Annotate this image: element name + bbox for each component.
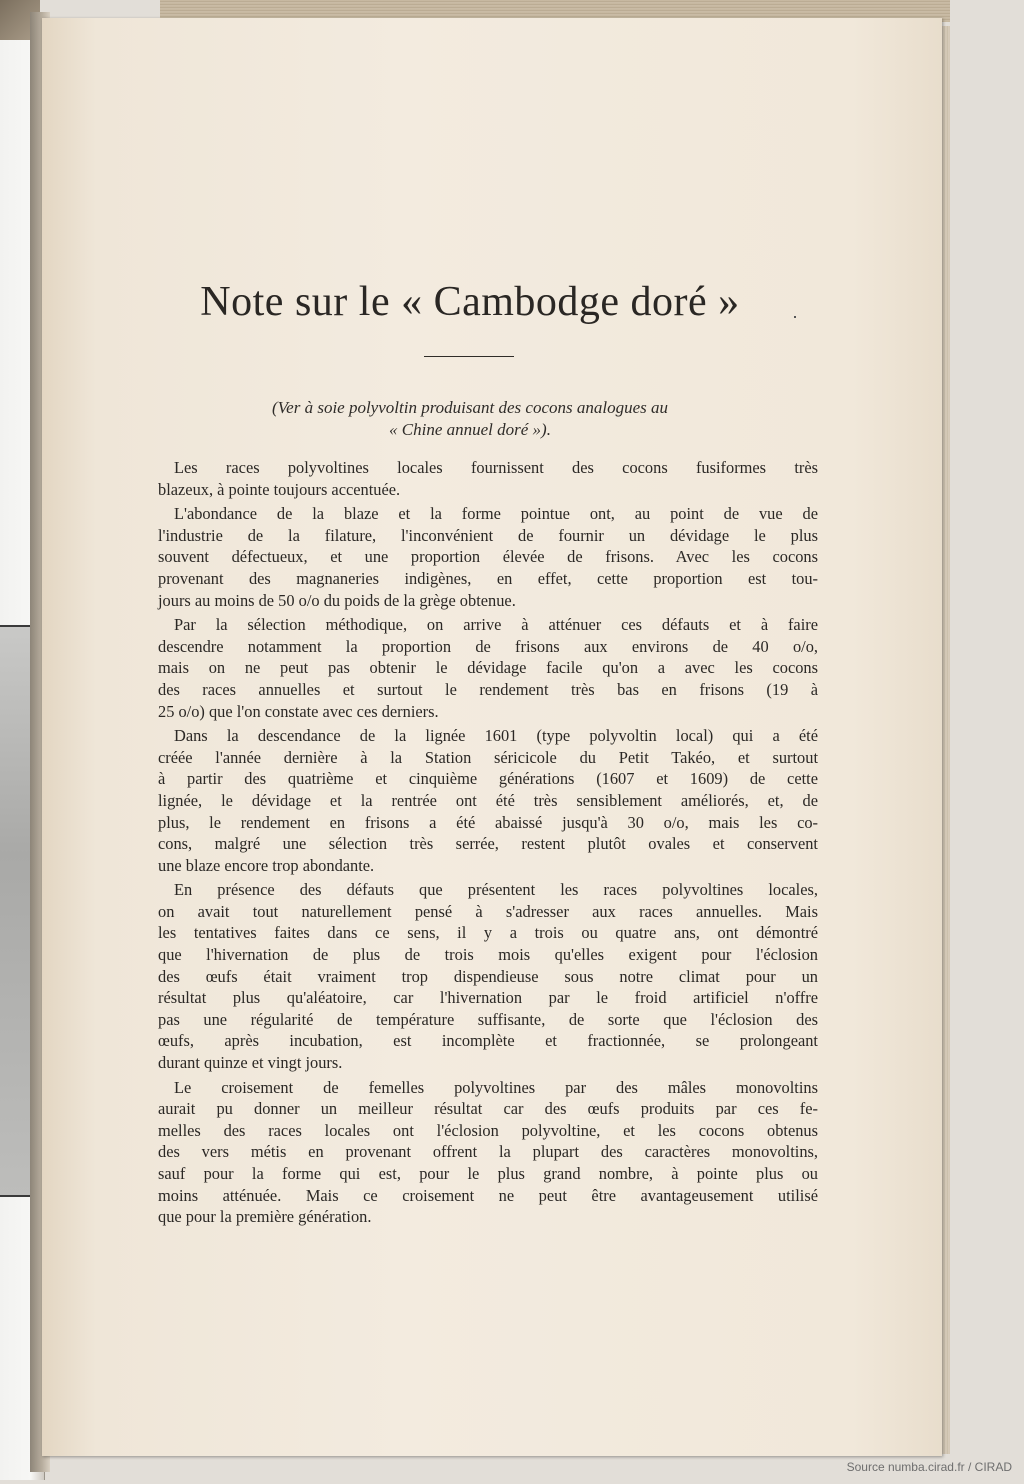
text-line: à partir des quatrième et cinquième générations (1607 et 1609) de cette — [158, 769, 818, 789]
text-line: Les races polyvoltines locales fournissent des cocons fusiformes très — [174, 458, 818, 477]
text-line: Dans la descendance de la lignée 1601 (type polyvoltin local) qui a été — [174, 726, 818, 746]
subtitle-line: (Ver à soie polyvoltin produisant des cocons analogues au — [272, 398, 668, 417]
paragraph-6 — [158, 1077, 818, 1228]
text-line: En présence des défauts que présentent les races polyvoltines locales, — [174, 880, 818, 900]
text-line: on avait tout naturellement pensé à s'adresser aux races annuelles. Mais — [158, 901, 818, 921]
text-line: créée l'année dernière à la Station séricicole du Petit Takéo, et surtout — [158, 747, 818, 767]
body-text — [158, 457, 818, 1231]
text-line: l'industrie de la filature, l'inconvénient de fournir un dévidage le plus — [158, 525, 818, 545]
text-line: des vers métis en provenant offrent la plupart des caractères monovoltins, — [158, 1142, 818, 1162]
source-credit: Source numba.cirad.fr / CIRAD — [846, 1460, 1012, 1474]
text-line: melles des races locales ont l'éclosion polyvoltine, et les cocons obtenus — [158, 1120, 818, 1140]
text-line: des races annuelles et surtout le rendement très bas en frisons (19 à — [158, 679, 818, 699]
text-line: les tentatives faites dans ce sens, il y a trois ou quatre ans, ont démontré — [158, 923, 818, 943]
text-line: œufs, après incubation, est incomplète et fractionnée, se prolongeant — [158, 1031, 818, 1051]
paragraph-5 — [158, 879, 818, 1073]
text-line: provenant des magnaneries indigènes, en effet, cette proportion est tou- — [158, 568, 818, 588]
ink-speck — [794, 316, 796, 318]
text-line: une blaze encore trop abondante. — [158, 855, 375, 875]
text-line: aurait pu donner un meilleur résultat car des œufs produits par ces fe- — [158, 1099, 818, 1119]
paragraph-4 — [158, 725, 818, 876]
text-line: blazeux, à pointe toujours accentuée. — [158, 479, 401, 499]
text-line: que pour la première génération. — [158, 1207, 372, 1227]
page-title: Note sur le « Cambodge doré » — [200, 279, 740, 325]
text-line: pas une régularité de température suffisante, de sorte que l'éclosion des — [158, 1009, 818, 1029]
text-line: lignée, le dévidage et la rentrée ont été très sensiblement améliorés, et, de — [158, 790, 818, 810]
text-line: plus, le rendement en frisons a été abaissé jusqu'à 30 o/o, mais les co- — [158, 812, 818, 832]
text-line: sauf pour la forme qui est, pour le plus grand nombre, à pointe plus ou — [158, 1164, 818, 1183]
subtitle-line: « Chine annuel doré »). — [389, 420, 551, 439]
text-line: Par la sélection méthodique, on arrive à atténuer ces défauts et à faire — [174, 615, 818, 635]
text-line: 25 o/o) que l'on constate avec ces derniers. — [158, 701, 439, 721]
subtitle — [200, 397, 740, 441]
paragraph-2 — [158, 503, 818, 611]
text-line: que l'hivernation de plus de trois mois qu'elles exigent pour l'éclosion — [158, 945, 818, 965]
text-line: L'abondance de la blaze et la forme pointue ont, au point de vue de — [174, 504, 818, 524]
text-line: durant quinze et vingt jours. — [158, 1053, 343, 1073]
text-line: cons, malgré une sélection très serrée, restent plutôt ovales et conservent — [158, 834, 818, 854]
text-line: moins atténuée. Mais ce croisement ne peut être avantageusement utilisé — [158, 1185, 818, 1205]
title-divider — [424, 356, 514, 357]
text-line: résultat plus qu'aléatoire, car l'hivernation par le froid artificiel n'offre — [158, 988, 818, 1008]
paragraph-1 — [158, 457, 818, 500]
text-line: jours au moins de 50 o/o du poids de la grège obtenue. — [158, 590, 516, 610]
text-line: des œufs était vraiment trop dispendieuse sous notre climat pour un — [158, 966, 818, 986]
text-line: souvent défectueux, et une proportion élevée de frisons. Avec les cocons — [158, 547, 818, 567]
paragraph-3 — [158, 614, 818, 722]
text-line: descendre notamment la proportion de frisons aux environs de 40 o/o, — [158, 636, 818, 656]
text-line: Le croisement de femelles polyvoltines par des mâles monovoltins — [174, 1077, 818, 1097]
text-line: mais on ne peut pas obtenir le dévidage facile qu'on a avec les cocons — [158, 658, 818, 678]
